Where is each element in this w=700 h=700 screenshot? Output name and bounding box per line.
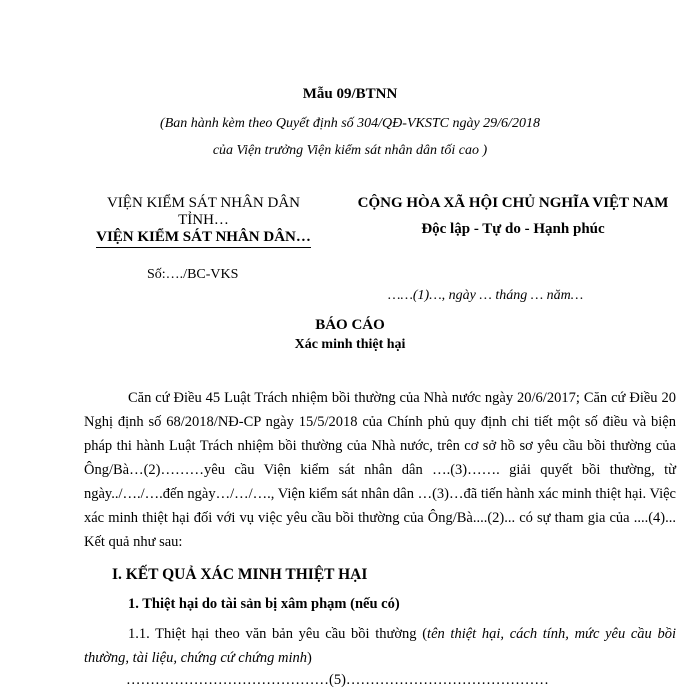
- national-motto: Độc lập - Tự do - Hạnh phúc: [421, 221, 605, 237]
- issued-by-line-2: của Viện trưởng Viện kiểm sát nhân dân tối cao ): [212, 143, 488, 158]
- national-heading: [336, 195, 690, 238]
- agency-block: [76, 195, 331, 248]
- form-number: Mẫu 09/BTNN: [302, 86, 398, 102]
- item-1-1: [84, 622, 676, 670]
- fill-in-line: ……………………………………(5)……………………………………: [126, 672, 549, 688]
- subsection-1-heading: 1. Thiệt hại do tài sản bị xâm phạm (nếu có): [128, 596, 400, 612]
- place-date-line: ……(1)…, ngày … tháng … năm…: [388, 288, 584, 303]
- agency-line-3: VIỆN KIỂM SÁT NHÂN DÂN…: [96, 229, 311, 248]
- section-1-heading: I. KẾT QUẢ XÁC MINH THIỆT HẠI: [112, 566, 368, 583]
- issued-by-line-1: (Ban hành kèm theo Quyết định số 304/QĐ-VKSTC ngày 29/6/2018: [160, 116, 540, 131]
- report-subtitle: Xác minh thiệt hại: [294, 337, 406, 352]
- agency-line-2: TỈNH…: [178, 212, 229, 228]
- report-title: BÁO CÁO: [315, 317, 385, 333]
- item-1-1-lead: 1.1. Thiệt hại theo văn bản yêu cầu bồi thường (: [128, 626, 428, 642]
- legal-basis-paragraph: [84, 386, 676, 554]
- document-number: Số:…./BC-VKS: [147, 267, 239, 282]
- paragraph-text: Căn cứ Điều 45 Luật Trách nhiệm bồi thường của Nhà nước ngày 20/6/2017; Căn cứ Điều 20 Nghị định số 68/2018/NĐ-CP ngày 15/5/2018 của Chính phủ quy định chi tiết một số điều và biện pháp thi hành Luật Trách nhiệm bồi thường của Nhà nước, trên cơ sở hồ sơ yêu cầu bồi thường của Ông/Bà…(2)………yêu cầu Viện kiểm sát nhân dân ….(3)……. giải quyết bồi thường, từ ngày../…./….đến ngày…/…/…., Viện kiểm sát nhân dân …(3)…đã tiến hành xác minh thiệt hại. Việc xác minh thiệt hại đối với vụ việc yêu cầu bồi thường của Ông/Bà....(2)... có sự tham gia của ....(4)... Kết quả như sau:: [84, 390, 676, 550]
- item-1-1-tail: ): [307, 650, 312, 666]
- item-1-1-details: tên thiệt hại, cách tính, mức yêu cầu bồi thường, tài liệu, chứng cứ chứng minh: [84, 626, 676, 666]
- agency-line-1: VIỆN KIỂM SÁT NHÂN DÂN: [106, 195, 301, 211]
- country-name: CỘNG HÒA XÃ HỘI CHỦ NGHĨA VIỆT NAM: [357, 195, 669, 211]
